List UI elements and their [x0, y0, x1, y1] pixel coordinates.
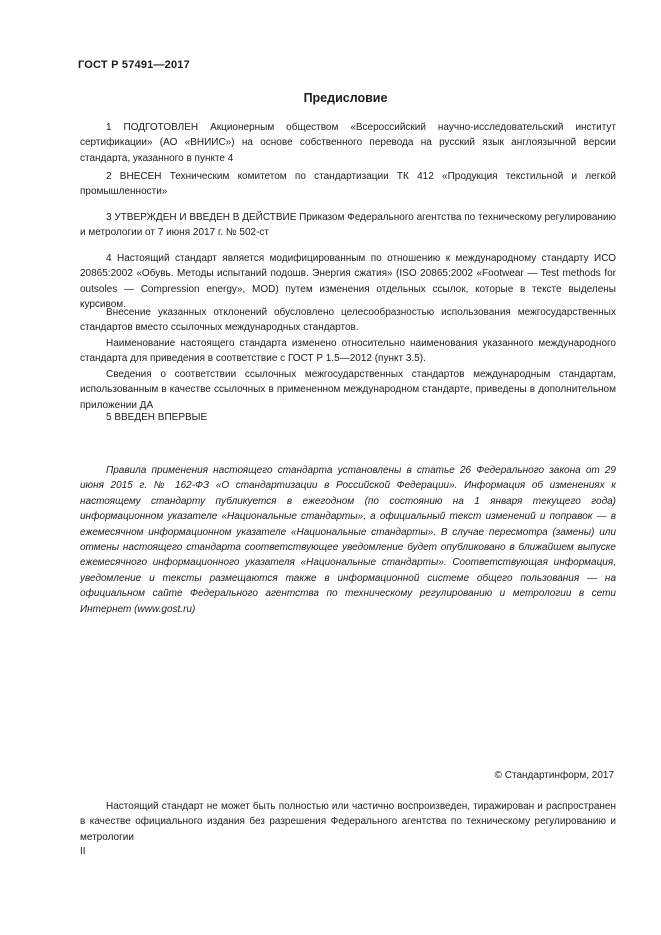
preface-item-1: 1 ПОДГОТОВЛЕН Акционерным обществом «Всероссийский научно-исследовательский институт сертификации» (АО «ВНИИС») на основе собственного перевода на русский язык англоязычной версии стандарта, указанного в пункте 4 [80, 122, 616, 164]
preface-item-2: 2 ВНЕСЕН Техническим комитетом по стандартизации ТК 412 «Продукция текстильной и легкой промышленности» [80, 171, 616, 198]
reproduction-note: Настоящий стандарт не может быть полностью или частично воспроизведен, тиражирован и распространен в качестве официального издания без разрешения Федерального агентства по техническому регулированию и метрологии [80, 801, 616, 843]
document-id: ГОСТ Р 57491—2017 [78, 59, 190, 71]
preface-item-4-deviations: Внесение указанных отклонений обусловлено целесообразностью использования межгосударственных стандартов вместо ссылочных международных стандартов. [80, 307, 616, 334]
preface-item-4-references: Сведения о соответствии ссылочных межгосударственных стандартов международным стандартам, использованным в качестве ссылочных в примененном международном стандарте, приведены в дополнительном приложении ДА [80, 369, 616, 411]
page-number: II [80, 846, 86, 857]
copyright: © Стандартинформ, 2017 [494, 770, 614, 781]
preface-item-4-title-change: Наименование настоящего стандарта изменено относительно наименования указанного международного стандарта для приведения в соответствие с ГОСТ Р 1.5—2012 (пункт 3.5). [80, 338, 616, 365]
rules-note: Правила применения настоящего стандарта установлены в статье 26 Федерального закона от 29 июня 2015 г. № 162-ФЗ «О стандартизации в Российской Федерации». Информация об изменениях к настоящему стандарту публикуется в ежегодном (по состоянию на 1 января текущего года) информационном указателе «Национальные стандарты», а официальный текст изменений и поправок — в ежемесячном информационном указателе «Национальные стандарты». В случае пересмотра (замены) или отмены настоящего стандарта соответствующее уведомление будет опубликовано в ближайшем выпуске ежемесячного информационного указателя «Национальные стандарты». Соответствующая информация, уведомление и тексты размещаются также в информационной системе общего пользования — на официальном сайте Федерального агентства по техническому регулированию и метрологии в сети Интернет (www.gost.ru) [80, 465, 616, 615]
preface-item-4: 4 Настоящий стандарт является модифицированным по отношению к международному стандарту ИСО 20865:2002 «Обувь. Методы испытаний подошв. Энергия сжатия» (ISO 20865:2002 «Footwear — Test methods for outsoles — Compression energy», MOD) путем изменения отдельных ссылок, которые в тексте выделены курсивом. [80, 253, 616, 311]
preface-item-3: 3 УТВЕРЖДЕН И ВВЕДЕН В ДЕЙСТВИЕ Приказом Федерального агентства по техническому регулированию и метрологии от 7 июня 2017 г. № 502-ст [80, 212, 616, 239]
page-title: Предисловие [303, 91, 388, 105]
preface-item-5: 5 ВВЕДЕН ВПЕРВЫЕ [106, 412, 208, 423]
